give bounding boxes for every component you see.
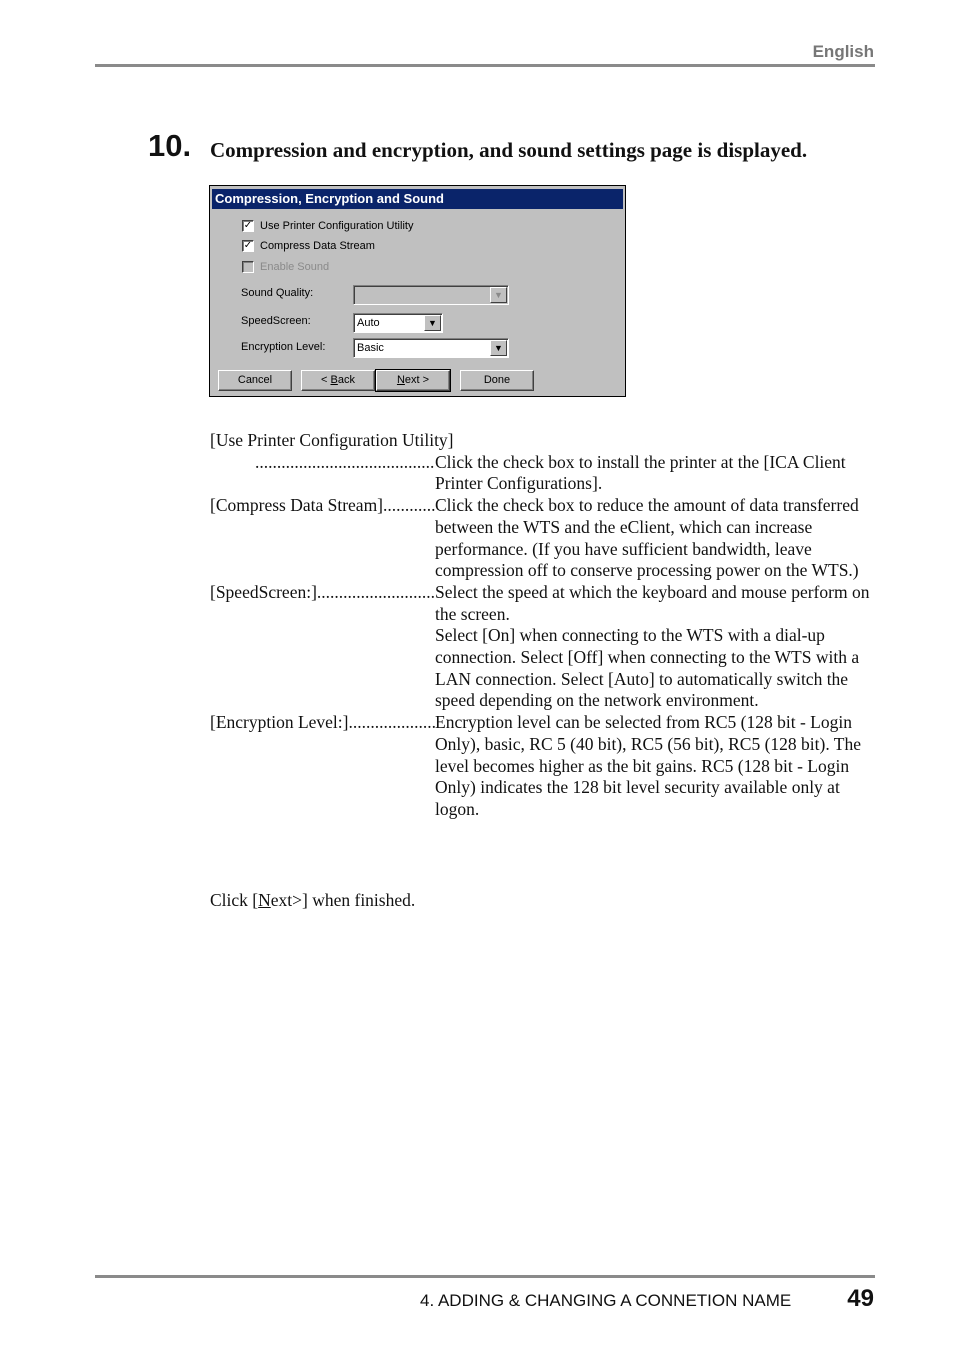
definition-desc: Select [On] when connecting to the WTS with a dial-up connection. Select [Off] when connecting to the WTS with a LAN connection. Select [Auto] to automatically switch the speed depending on the network environment. [435,625,860,711]
definition-item-speedscreen [210,582,870,712]
speedscreen-value: Auto [357,317,380,329]
chevron-down-icon: ▼ [490,287,507,303]
leader-dots [317,582,435,712]
definition-desc: Click the check box to install the printer at the [ICA Client Printer Configurations]. [435,451,846,494]
header-language: English [812,42,874,61]
enable-sound-checkbox [242,261,254,273]
back-button-rest: ack [337,374,355,386]
speedscreen-select[interactable] [353,313,443,333]
enable-sound-checkbox-row [242,259,329,275]
back-button-accesskey: B [330,374,338,386]
closing-suffix: ext>] when finished. [270,890,416,910]
cancel-button[interactable]: Cancel [218,370,292,391]
use-printer-config-checkbox[interactable] [242,220,254,232]
use-printer-config-label: Use Printer Configuration Utility [260,220,414,232]
use-printer-config-checkbox-row[interactable] [242,218,413,234]
definition-item-encryption [210,712,870,821]
sound-quality-select [353,285,509,305]
encryption-level-value: Basic [357,342,384,354]
checkmark-icon: ✓ [243,240,253,251]
definition-item-printer-config [210,452,870,495]
next-button-accesskey: N [396,374,405,386]
leader-dots [383,495,435,582]
next-button-rest: ext > [404,374,430,386]
definition-desc: Select the speed at which the keyboard and mouse perform on the screen. [435,581,870,624]
definition-term-compress: [Compress Data Stream] [210,495,384,516]
definitions-list [210,430,870,821]
definition-term-encryption: [Encryption Level:] [210,712,349,733]
dialog-title-bar: Compression, Encryption and Sound [212,189,623,209]
leader-dots [349,712,436,821]
back-button-prefix: < [321,374,331,386]
compress-data-stream-checkbox[interactable] [242,240,254,252]
closing-accesskey: N [258,890,271,910]
speedscreen-label: SpeedScreen: [241,315,311,327]
encryption-level-label: Encryption Level: [241,341,326,353]
leader-dots [255,452,435,495]
sound-quality-label: Sound Quality: [241,287,314,299]
next-button[interactable] [376,370,450,391]
done-button[interactable]: Done [460,370,534,391]
back-button[interactable] [301,370,375,391]
chevron-down-icon[interactable]: ▼ [424,315,441,331]
page-number: 49 [847,1285,874,1312]
header-rule [95,64,875,67]
compress-data-stream-checkbox-row[interactable] [242,238,375,254]
closing-prefix: Click [ [210,890,259,910]
checkmark-icon: ✓ [243,220,253,231]
compress-data-stream-label: Compress Data Stream [260,240,375,252]
step-number: 10. [148,128,192,163]
definition-term-speedscreen: [SpeedScreen:] [210,581,317,602]
footer-rule [95,1275,875,1278]
definition-desc: Click the check box to reduce the amount of data transferred between the WTS and the eClient, which can increase performance. (If you have sufficient bandwidth, leave compression off to conserve processing power on the WTS.) [435,495,859,581]
footer-section-title: 4. ADDING & CHANGING A CONNETION NAME [420,1291,792,1310]
step-title: Compression and encryption, and sound settings page is displayed. [210,138,808,162]
definition-item-compress [210,495,870,582]
closing-instruction [210,890,415,911]
encryption-level-select[interactable] [353,338,509,358]
enable-sound-label: Enable Sound [260,261,330,273]
definition-term-printer-config: [Use Printer Configuration Utility] [210,430,454,450]
compression-dialog [209,185,626,397]
definition-desc: Encryption level can be selected from RC5 (128 bit - Login Only), basic, RC 5 (40 bit), RC5 (56 bit), RC5 (128 bit). The level becomes higher as the bit gains. RC5 (128 bit - Login Only) indicates the 128 bit level security available only at logon. [435,712,861,819]
chevron-down-icon[interactable]: ▼ [490,340,507,356]
